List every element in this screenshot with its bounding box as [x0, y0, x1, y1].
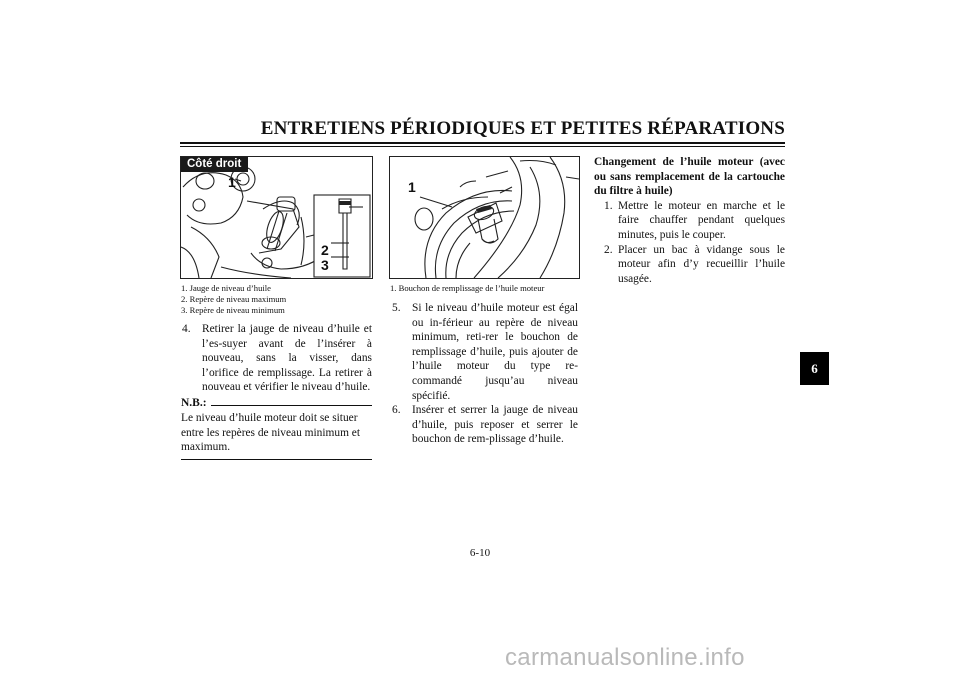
step-6 [392, 403, 578, 447]
nb-bottom-rule [181, 459, 372, 460]
step-1 [594, 199, 785, 243]
figure-oil-filler-cap [389, 156, 580, 279]
filler-cap-illustration [390, 157, 579, 278]
header-rule-thin [180, 146, 785, 147]
column3-steps [594, 199, 785, 287]
step-2 [594, 243, 785, 287]
figure-side-label [181, 157, 248, 172]
nb-text: Le niveau d’huile moteur doit se situer entre les repères de niveau minimum et maximum. [181, 412, 361, 454]
step-number: 1. [604, 199, 613, 212]
column1-body [182, 322, 372, 395]
nb-header [181, 397, 372, 409]
step-text: Retirer la jauge de niveau d’huile et l’es-suyer avant de l’insérer à nouveau, sans la visser, dans l’orifice de remplissage. La retirer à nouveau et vérifier le niveau d’huile. [202, 323, 372, 394]
callout-1: 1 [408, 179, 416, 195]
dipstick-illustration [181, 157, 372, 278]
nb-title: N.B.: [181, 397, 207, 409]
step-text: Placer un bac à vidange sous le moteur afin d’y recueillir l’huile usagée. [618, 243, 785, 285]
callout-3: 3 [321, 257, 329, 273]
side-label-text: Côté droit [187, 158, 242, 170]
nb-rule [211, 405, 372, 406]
watermark: carmanualsonline.info [505, 644, 745, 671]
caption-line: 1. Jauge de niveau d’huile [181, 283, 271, 293]
caption-line: 1. Bouchon de remplissage de l’huile moteur [390, 283, 545, 293]
section-tab: 6 [800, 352, 829, 385]
header-rule [180, 142, 785, 144]
step-5 [392, 301, 578, 403]
nb-note [181, 397, 372, 460]
step-number: 2. [604, 243, 613, 256]
figure-oil-dipstick [180, 156, 373, 279]
page-header-title: ENTRETIENS PÉRIODIQUES ET PETITES RÉPARATIONS [260, 118, 785, 139]
step-number: 4. [182, 323, 191, 335]
column2-body [392, 301, 578, 447]
step-number: 6. [392, 404, 401, 417]
step-text: Mettre le moteur en marche et le faire chauffer pendant quelques minutes, puis le couper. [618, 199, 785, 241]
step-4 [182, 322, 372, 395]
callout-1: 1 [228, 174, 236, 190]
step-number: 5. [392, 302, 401, 314]
callout-2: 2 [321, 242, 329, 258]
step-text: Si le niveau d’huile moteur est égal ou in-férieur au repère de niveau minimum, reti-rer le bouchon de remplissage d’huile, puis ajouter de l’huile moteur du type re-commandé jusqu’au niveau spécifié. [412, 302, 578, 402]
column3-body [594, 155, 785, 286]
caption-line: 2. Repère de niveau maximum [181, 294, 287, 304]
caption-line: 3. Repère de niveau minimum [181, 305, 285, 315]
page-number: 6-10 [469, 547, 491, 559]
section-heading: Changement de l’huile moteur (avec ou sans remplacement de la cartouche du filtre à huile) [594, 156, 785, 198]
figure2-captions [390, 283, 580, 294]
figure1-captions [181, 283, 371, 316]
step-text: Insérer et serrer la jauge de niveau d’huile, puis reposer et serrer le bouchon de rem-plissage d’huile. [412, 404, 578, 446]
